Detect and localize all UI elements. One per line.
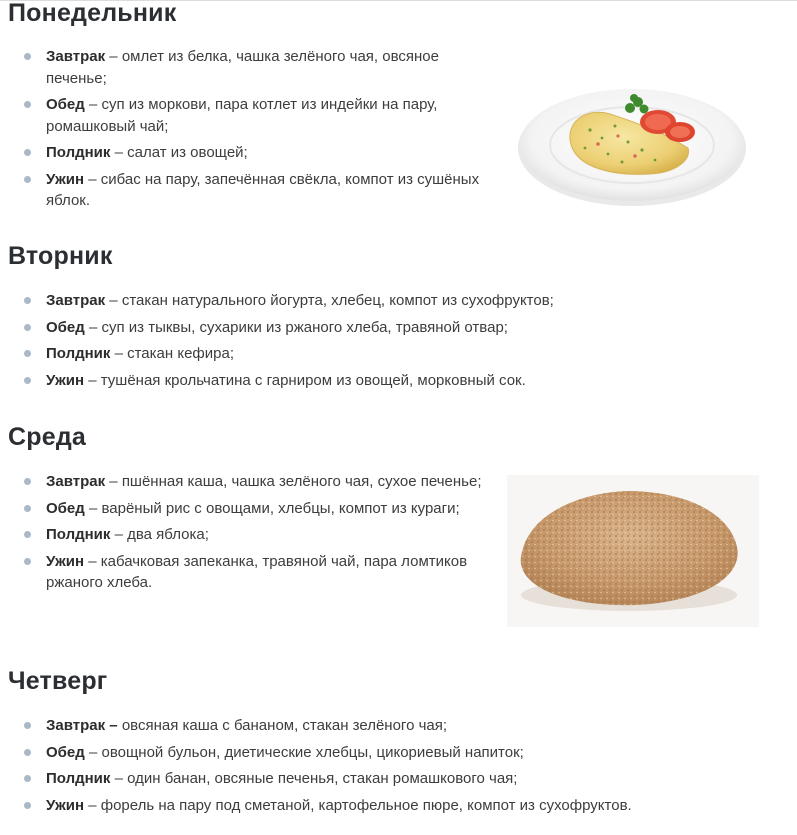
bullet-icon xyxy=(24,350,31,357)
bullet-icon xyxy=(24,149,31,156)
list-item: Обед – овощной бульон, диетические хлебцы, цикориевый напиток; xyxy=(0,742,780,764)
day-title-monday: Понедельник xyxy=(8,0,177,27)
bullet-icon xyxy=(24,749,31,756)
list-item: Полдник – стакан кефира; xyxy=(0,343,760,365)
list-item: Обед – варёный рис с овощами, хлебцы, компот из кураги; xyxy=(0,498,490,520)
list-item: Завтрак – стакан натурального йогурта, хлебец, компот из сухофруктов; xyxy=(0,290,760,312)
day-title-thursday: Четверг xyxy=(8,667,108,695)
bullet-icon xyxy=(24,377,31,384)
bullet-icon xyxy=(24,802,31,809)
bullet-icon xyxy=(24,531,31,538)
list-item: Обед – суп из моркови, пара котлет из индейки на пару, ромашковый чай; xyxy=(0,94,490,137)
bullet-icon xyxy=(24,478,31,485)
list-item: Обед – суп из тыквы, сухарики из ржаного хлеба, травяной отвар; xyxy=(0,317,760,339)
list-item: Ужин – кабачковая запеканка, травяной чай, пара ломтиков ржаного хлеба. xyxy=(0,551,490,594)
bullet-icon xyxy=(24,176,31,183)
list-item: Ужин – тушёная крольчатина с гарниром из овощей, морковный сок. xyxy=(0,370,760,392)
omelette-plate-image xyxy=(510,78,760,216)
bullet-icon xyxy=(24,722,31,729)
list-item: Ужин – форель на пару под сметаной, картофельное пюре, компот из сухофруктов. xyxy=(0,795,780,817)
meal-list-wednesday xyxy=(0,471,490,599)
list-item: Полдник – один банан, овсяные печенья, стакан ромашкового чая; xyxy=(0,768,780,790)
day-title-wednesday: Среда xyxy=(8,423,87,451)
bullet-icon xyxy=(24,775,31,782)
bullet-icon xyxy=(24,505,31,512)
meal-list-tuesday xyxy=(0,290,760,396)
bran-pile-image xyxy=(507,475,759,627)
bullet-icon xyxy=(24,53,31,60)
list-item: Завтрак – пшённая каша, чашка зелёного чая, сухое печенье; xyxy=(0,471,490,493)
bullet-icon xyxy=(24,324,31,331)
list-item: Завтрак – овсяная каша с бананом, стакан зелёного чая; xyxy=(0,715,780,737)
bullet-icon xyxy=(24,297,31,304)
list-item: Полдник – два яблока; xyxy=(0,524,490,546)
bullet-icon xyxy=(24,101,31,108)
day-title-tuesday: Вторник xyxy=(8,242,113,270)
list-item: Ужин – сибас на пару, запечённая свёкла, компот из сушёных яблок. xyxy=(0,169,490,212)
list-item: Полдник – салат из овощей; xyxy=(0,142,490,164)
meal-list-thursday xyxy=(0,715,780,821)
bullet-icon xyxy=(24,558,31,565)
list-item: Завтрак – омлет из белка, чашка зелёного чая, овсяное печенье; xyxy=(0,46,490,89)
meal-list-monday xyxy=(0,46,490,217)
